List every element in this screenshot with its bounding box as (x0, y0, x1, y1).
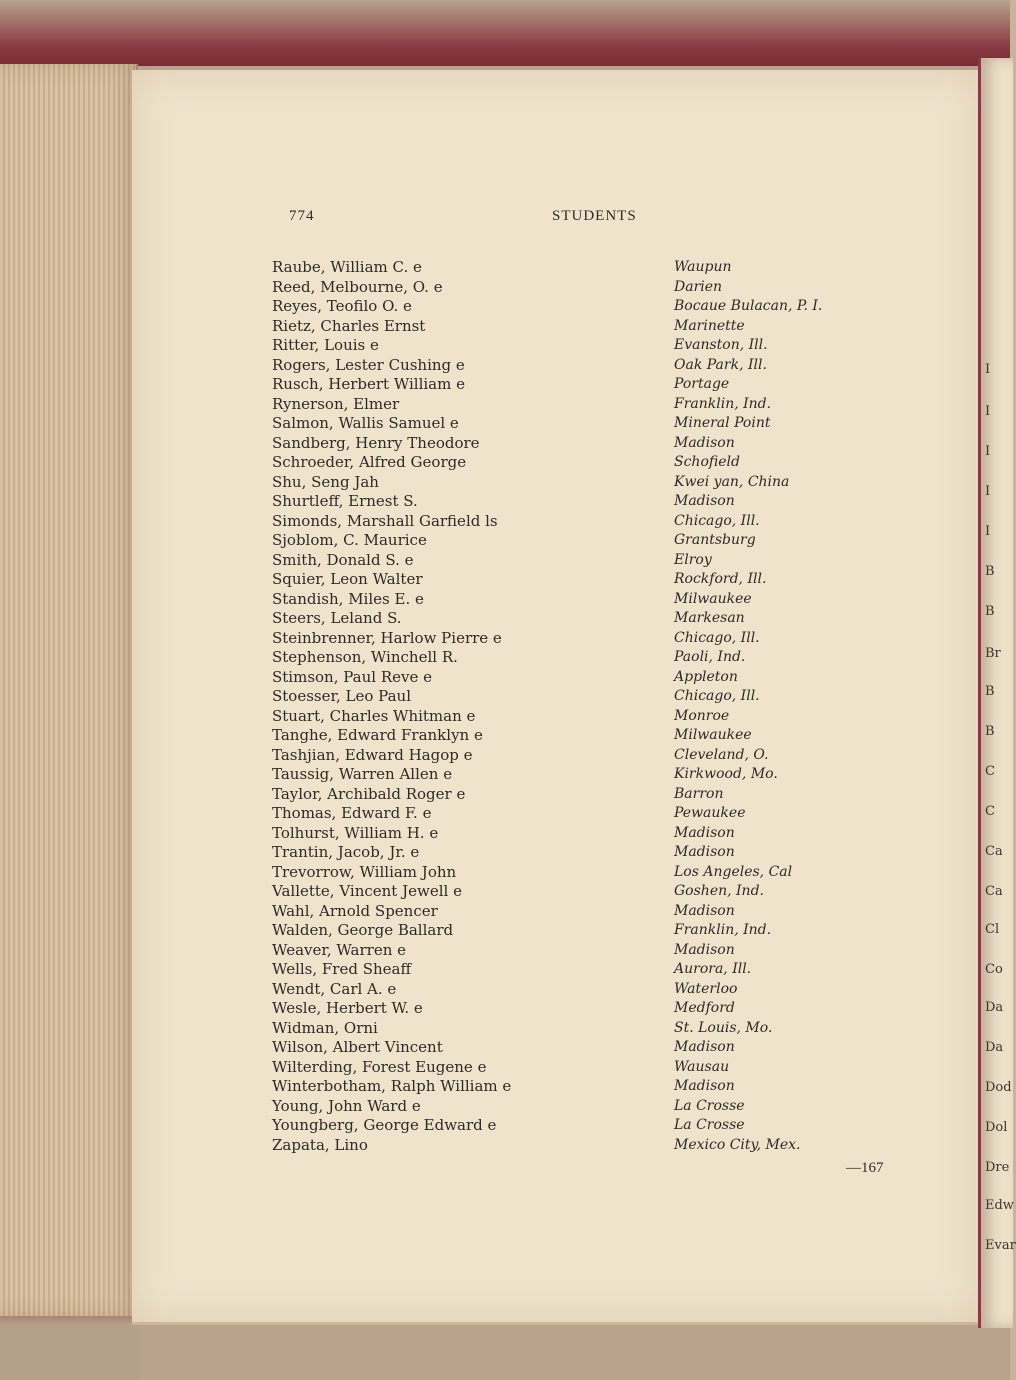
book-cover-top (0, 0, 1010, 66)
student-hometown: Barron (674, 785, 724, 802)
student-name: Wesle, Herbert W. e (272, 999, 423, 1017)
student-name: Smith, Donald S. e (272, 550, 414, 569)
student-names-column (272, 258, 511, 1155)
student-name: Vallette, Vincent Jewell e (272, 882, 462, 900)
student-hometown: Los Angeles, Cal (674, 863, 793, 880)
student-hometown: Madison (674, 434, 735, 451)
student-name: Wendt, Carl A. e (272, 979, 397, 998)
student-name: Youngberg, George Edward e (272, 1116, 497, 1134)
student-name: Wilson, Albert Vincent (272, 1038, 443, 1056)
student-hometown: Franklin, Ind. (674, 395, 772, 412)
adjacent-page-fragment: Da (985, 1040, 1004, 1055)
student-name: Wilterding, Forest Eugene e (272, 1057, 487, 1076)
student-hometown: Medford (674, 1000, 735, 1016)
student-name: Raube, William C. e (272, 258, 422, 276)
page-edges (0, 64, 138, 1316)
hometowns-column (674, 258, 822, 1155)
student-name: Taussig, Warren Allen e (272, 765, 453, 783)
student-name: Young, John Ward e (272, 1096, 421, 1115)
student-hometown: St. Louis, Mo. (674, 1019, 773, 1036)
student-name: Wells, Fred Sheaff (272, 960, 412, 978)
student-hometown: Cleveland, O. (674, 746, 769, 763)
student-hometown: Appleton (674, 668, 738, 685)
student-hometown: Madison (674, 941, 735, 958)
student-name: Rogers, Lester Cushing e (272, 355, 465, 374)
student-hometown: Mineral Point (674, 415, 771, 431)
student-hometown: Darien (674, 278, 723, 295)
student-name: Weaver, Warren e (272, 940, 407, 959)
student-hometown: Rockford, Ill. (674, 571, 767, 587)
student-hometown: Evanston, Ill. (674, 337, 768, 353)
student-name: Ritter, Louis e (272, 336, 379, 354)
adjacent-page (978, 58, 1016, 1328)
adjacent-page-fragment: B (985, 724, 995, 739)
student-name: Winterbotham, Ralph William e (272, 1077, 512, 1095)
adjacent-page-fragment: I (985, 404, 991, 419)
student-hometown: Madison (674, 824, 735, 841)
student-name: Rusch, Herbert William e (272, 375, 465, 393)
student-hometown: La Crosse (674, 1117, 745, 1133)
student-hometown: Milwaukee (674, 590, 752, 607)
adjacent-page-fragment: Da (985, 1000, 1004, 1015)
student-hometown: Franklin, Ind. (674, 922, 772, 938)
adjacent-page-fragment: B (985, 564, 995, 579)
student-name: Thomas, Edward F. e (272, 804, 432, 822)
student-name: Shu, Seng Jah (272, 472, 379, 491)
adjacent-page-fragment: I (985, 484, 991, 499)
student-hometown: Pewaukee (674, 805, 746, 821)
student-hometown: Oak Park, Ill. (674, 356, 767, 373)
student-hometown: Grantsburg (674, 532, 756, 548)
adjacent-page-fragment: I (985, 444, 991, 459)
student-hometown: Madison (674, 1078, 735, 1094)
student-name: Reyes, Teofilo O. e (272, 297, 412, 315)
adjacent-page-fragment: B (985, 604, 995, 619)
student-name: Widman, Orni (272, 1018, 378, 1037)
adjacent-page-fragment: C (985, 804, 995, 819)
student-name: Reed, Melbourne, O. e (272, 277, 443, 296)
student-hometown: Portage (674, 376, 730, 392)
student-name: Steers, Leland S. (272, 609, 402, 627)
page-number: 774 (289, 208, 315, 224)
adjacent-page-fragment: Dol (985, 1120, 1008, 1135)
student-hometown: Kwei yan, China (674, 473, 790, 490)
student-name: Schroeder, Alfred George (272, 453, 467, 471)
adjacent-page-fragment: Cl (985, 922, 1000, 937)
student-name: Rynerson, Elmer (272, 394, 400, 413)
student-hometown: Goshen, Ind. (674, 883, 764, 899)
student-name: Sjoblom, C. Maurice (272, 531, 427, 549)
student-name: Steinbrenner, Harlow Pierre e (272, 628, 502, 647)
student-hometown: Madison (674, 844, 735, 860)
adjacent-page-fragment: B (985, 684, 995, 699)
page-title: STUDENTS (552, 208, 637, 224)
student-hometown: Marinette (674, 317, 745, 334)
student-name: Tashjian, Edward Hagop e (272, 745, 473, 764)
adjacent-page-fragment: Dre (985, 1160, 1010, 1175)
student-hometown: Waterloo (674, 980, 738, 997)
student-hometown: Wausau (674, 1058, 730, 1075)
signature-mark: —167 (846, 1160, 884, 1176)
student-hometown: Bocaue Bulacan, P. I. (674, 298, 823, 314)
adjacent-page-fragment: Evar (985, 1238, 1016, 1253)
student-name: Tanghe, Edward Franklyn e (272, 726, 483, 744)
student-name: Stuart, Charles Whitman e (272, 706, 476, 725)
student-name: Rietz, Charles Ernst (272, 316, 426, 335)
student-hometown: Kirkwood, Mo. (674, 766, 778, 782)
adjacent-page-fragment: Dod (985, 1080, 1012, 1095)
student-name: Taylor, Archibald Roger e (272, 784, 466, 803)
student-name: Stoesser, Leo Paul (272, 687, 411, 705)
student-hometown: Schofield (674, 454, 740, 470)
student-name: Sandberg, Henry Theodore (272, 433, 480, 452)
student-hometown: Elroy (674, 551, 712, 568)
adjacent-page-fragment: I (985, 362, 991, 377)
student-hometown: Mexico City, Mex. (674, 1136, 801, 1153)
adjacent-page-fragment: Ca (985, 884, 1003, 899)
student-hometown: Markesan (674, 610, 745, 626)
student-name: Trevorrow, William John (272, 862, 457, 881)
student-hometown: Chicago, Ill. (674, 512, 760, 529)
student-name: Shurtleff, Ernest S. (272, 492, 418, 510)
student-hometown: La Crosse (674, 1097, 745, 1114)
student-hometown: Madison (674, 1039, 735, 1055)
student-hometown: Chicago, Ill. (674, 688, 760, 704)
student-name: Standish, Miles E. e (272, 589, 424, 608)
student-name: Walden, George Ballard (272, 921, 454, 939)
student-name: Stimson, Paul Reve e (272, 667, 433, 686)
student-name: Wahl, Arnold Spencer (272, 901, 438, 920)
student-name: Simonds, Marshall Garfield ls (272, 511, 498, 530)
student-hometown: Milwaukee (674, 727, 752, 743)
book-page (132, 70, 980, 1325)
student-name: Stephenson, Winchell R. (272, 648, 458, 666)
student-hometown: Madison (674, 493, 735, 509)
student-hometown: Paoli, Ind. (674, 649, 746, 665)
adjacent-page-fragment: Ca (985, 844, 1003, 859)
adjacent-page-fragment: Br (985, 646, 1001, 661)
student-hometown: Aurora, Ill. (674, 961, 752, 977)
student-hometown: Waupun (674, 259, 732, 275)
student-name: Squier, Leon Walter (272, 570, 423, 588)
student-hometown: Madison (674, 902, 735, 919)
student-name: Trantin, Jacob, Jr. e (272, 843, 420, 861)
adjacent-page-fragment: C (985, 764, 995, 779)
adjacent-page-fragment: Edw (985, 1198, 1014, 1213)
student-name: Salmon, Wallis Samuel e (272, 414, 459, 432)
adjacent-page-fragment: Co (985, 962, 1003, 977)
student-name: Tolhurst, William H. e (272, 823, 439, 842)
adjacent-page-fragment: I (985, 524, 991, 539)
student-name: Zapata, Lino (272, 1135, 368, 1154)
student-hometown: Chicago, Ill. (674, 629, 760, 646)
student-hometown: Monroe (674, 707, 730, 724)
